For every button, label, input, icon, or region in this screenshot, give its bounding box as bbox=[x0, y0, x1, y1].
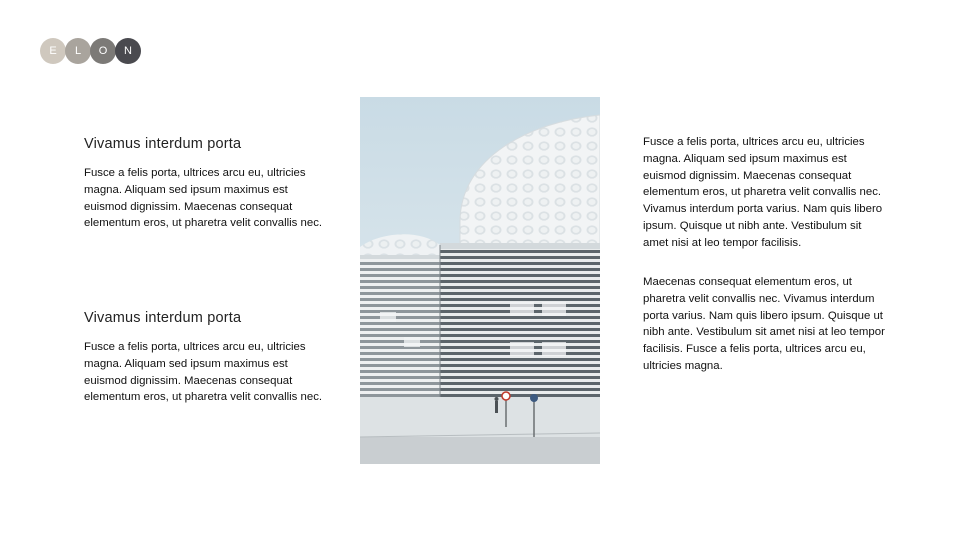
section-body-1: Fusce a felis porta, ultrices arcu eu, ultricies magna. Aliquam sed ipsum maximus est euismod dignissim. Maecenas consequat elementum eros, ut pharetra velit convallis nec. bbox=[84, 167, 323, 230]
logo-letter-l: L bbox=[65, 38, 91, 64]
brand-logo bbox=[40, 38, 140, 64]
right-paragraph-2: Maecenas consequat elementum eros, ut pharetra velit convallis nec. Vivamus interdum porta varius. Nam quis libero ipsum. Quisque ut nibh ante. Vestibulum sit amet nisi at leo tempor facilisis. Fusce a felis porta, ultrices arcu eu, ultricies magna. bbox=[643, 276, 885, 372]
logo-letter-n: N bbox=[115, 38, 141, 64]
right-paragraph-1: Fusce a felis porta, ultrices arcu eu, ultricies magna. Aliquam sed ipsum maximus est euismod dignissim. Maecenas consequat elementum eros, ut pharetra velit convallis nec. Vivamus interdum porta varius. Nam quis libero ipsum. Quisque ut nibh ante. Vestibulum sit amet nisi at leo tempor facilisis. bbox=[643, 136, 883, 249]
section-body-2: Fusce a felis porta, ultrices arcu eu, ultricies magna. Aliquam sed ipsum maximus est euismod dignissim. Maecenas consequat elementum eros, ut pharetra velit convallis nec. bbox=[84, 341, 323, 404]
architecture-photo bbox=[360, 97, 600, 464]
section-title-1: Vivamus interdum porta bbox=[84, 136, 242, 152]
logo-letter-e: E bbox=[40, 38, 66, 64]
logo-letter-o: O bbox=[90, 38, 116, 64]
section-title-2: Vivamus interdum porta bbox=[84, 310, 242, 326]
